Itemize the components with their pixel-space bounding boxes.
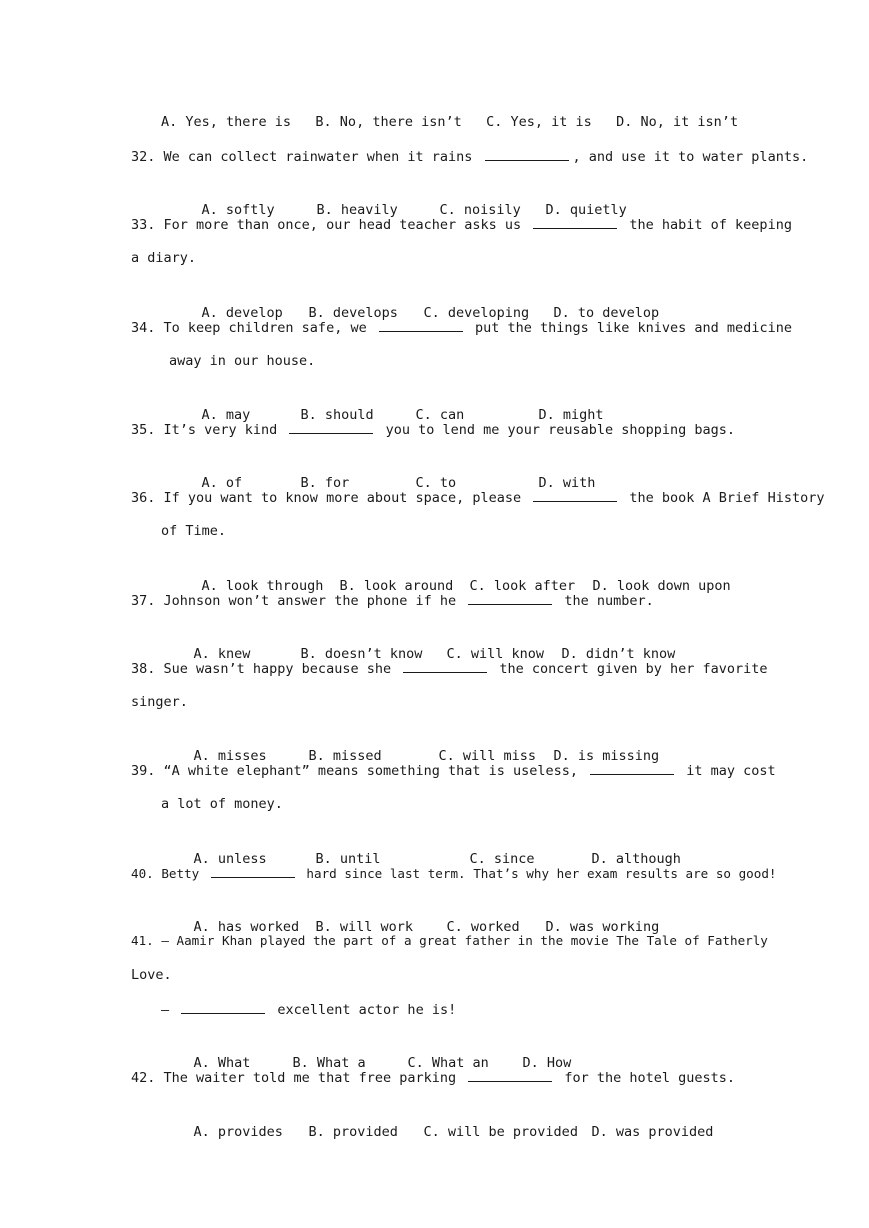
question-text: the number. [556, 593, 654, 609]
question-text: 33. For more than once, our head teacher asks us [131, 217, 530, 233]
question-text: 42. The waiter told me that free parking [131, 1070, 465, 1086]
option-a: A. develop [201, 305, 283, 321]
question-36 [131, 487, 824, 507]
options-q37 [161, 624, 676, 662]
options-q32 [169, 180, 627, 218]
option-c: C. since [469, 851, 535, 867]
option-a: A. softly [201, 202, 275, 218]
option-b: B. look around [339, 578, 454, 594]
option-d: D. with [538, 475, 596, 491]
options-q36 [169, 556, 731, 594]
option-b: B. What a [292, 1055, 366, 1071]
question-36-cont: of Time. [161, 523, 227, 539]
option-d: D. is missing [553, 748, 660, 764]
question-32 [131, 146, 808, 166]
option-c: C. What an [407, 1055, 489, 1071]
question-38-cont: singer. [131, 694, 188, 710]
option-a: A. look through [201, 578, 324, 594]
option-c: C. can [415, 407, 465, 423]
option-b: B. doesn’t know [300, 646, 423, 662]
options-q34 [169, 385, 604, 423]
question-text: 35. It’s very kind [131, 422, 286, 438]
option-d: D. might [538, 407, 604, 423]
question-text: 38. Sue wasn’t happy because she [131, 661, 400, 677]
answer-blank [468, 1067, 552, 1082]
question-text: the habit of keeping [621, 217, 792, 233]
options-q38 [161, 726, 660, 764]
option-b: B. until [315, 851, 381, 867]
option-c: C. to [415, 475, 457, 491]
option-a: A. has worked [193, 919, 300, 935]
answer-blank [590, 760, 674, 775]
question-34 [131, 317, 792, 337]
question-text: put the things like knives and medicine [466, 320, 792, 336]
answer-blank [485, 146, 569, 161]
option-d: D. to develop [553, 305, 660, 321]
question-41: 41. — Aamir Khan played the part of a great father in the movie The Tale of Fatherly [131, 933, 768, 948]
option-d: D. didn’t know [561, 646, 676, 662]
options-q40 [161, 897, 660, 935]
option-d: D. look down upon [592, 578, 731, 594]
question-39-cont: a lot of money. [161, 796, 283, 812]
option-a: A. What [193, 1055, 251, 1071]
options-q41 [161, 1033, 572, 1071]
option-a: A. may [201, 407, 251, 423]
question-text: , and use it to water plants. [572, 149, 809, 165]
option-b: B. provided [308, 1124, 398, 1140]
option-b: B. missed [308, 748, 382, 764]
answer-blank [211, 863, 295, 878]
option-b: B. will work [315, 919, 414, 935]
answer-blank [533, 214, 617, 229]
option-a: A. unless [193, 851, 267, 867]
question-text: for the hotel guests. [556, 1070, 736, 1086]
question-text: excellent actor he is! [269, 1002, 457, 1018]
answer-blank [379, 317, 463, 332]
option-b: B. heavily [316, 202, 398, 218]
question-38 [131, 658, 768, 678]
option-a: A. misses [193, 748, 267, 764]
question-40 [131, 863, 777, 883]
options-q35 [169, 453, 596, 491]
question-41-reply [161, 999, 456, 1019]
question-text: the concert given by her favorite [491, 661, 768, 677]
option-c: C. will know [446, 646, 545, 662]
question-39 [131, 760, 776, 780]
option-d: D. was working [545, 919, 660, 935]
option-a: A. knew [193, 646, 251, 662]
option-d: D. was provided [591, 1124, 714, 1140]
options-q33 [169, 283, 660, 321]
option-c: C. look after [469, 578, 576, 594]
question-text: 39. “A white elephant” means something that is useless, [131, 763, 587, 779]
option-b: B. for [300, 475, 350, 491]
option-b: B. develops [308, 305, 398, 321]
question-text: 34. To keep children safe, we [131, 320, 375, 336]
options-q31: A. Yes, there is B. No, there isn’t C. Yes, it is D. No, it isn’t [161, 114, 739, 130]
question-35 [131, 419, 735, 439]
question-text: 37. Johnson won’t answer the phone if he [131, 593, 465, 609]
option-b: B. should [300, 407, 374, 423]
answer-blank [181, 999, 265, 1014]
option-c: C. will be provided [423, 1124, 578, 1140]
options-q39 [161, 829, 681, 867]
option-a: A. of [201, 475, 243, 491]
question-text: you to lend me your reusable shopping bags. [377, 422, 736, 438]
answer-blank [403, 658, 487, 673]
option-d: D. although [591, 851, 681, 867]
option-c: C. will miss [438, 748, 537, 764]
question-37 [131, 590, 654, 610]
question-text: hard since last term. That’s why her exam results are so good! [298, 866, 777, 881]
answer-blank [468, 590, 552, 605]
option-c: C. worked [446, 919, 520, 935]
option-c: C. developing [423, 305, 530, 321]
option-a: A. provides [193, 1124, 283, 1140]
option-d: D. quietly [545, 202, 627, 218]
answer-blank [289, 419, 373, 434]
question-text: 32. We can collect rainwater when it rains [131, 149, 481, 165]
option-c: C. noisily [439, 202, 521, 218]
question-text: it may cost [678, 763, 776, 779]
question-text: the book A Brief History [621, 490, 825, 506]
question-text: 40. Betty [131, 866, 207, 881]
question-text: 36. If you want to know more about space, please [131, 490, 530, 506]
dash-text: — [161, 1002, 178, 1018]
options-q42 [161, 1102, 714, 1140]
option-d: D. How [522, 1055, 572, 1071]
question-33-cont: a diary. [131, 250, 197, 266]
question-42 [131, 1067, 735, 1087]
question-33 [131, 214, 792, 234]
question-41-cont: Love. [131, 967, 172, 983]
question-34-cont: away in our house. [169, 353, 316, 369]
answer-blank [533, 487, 617, 502]
